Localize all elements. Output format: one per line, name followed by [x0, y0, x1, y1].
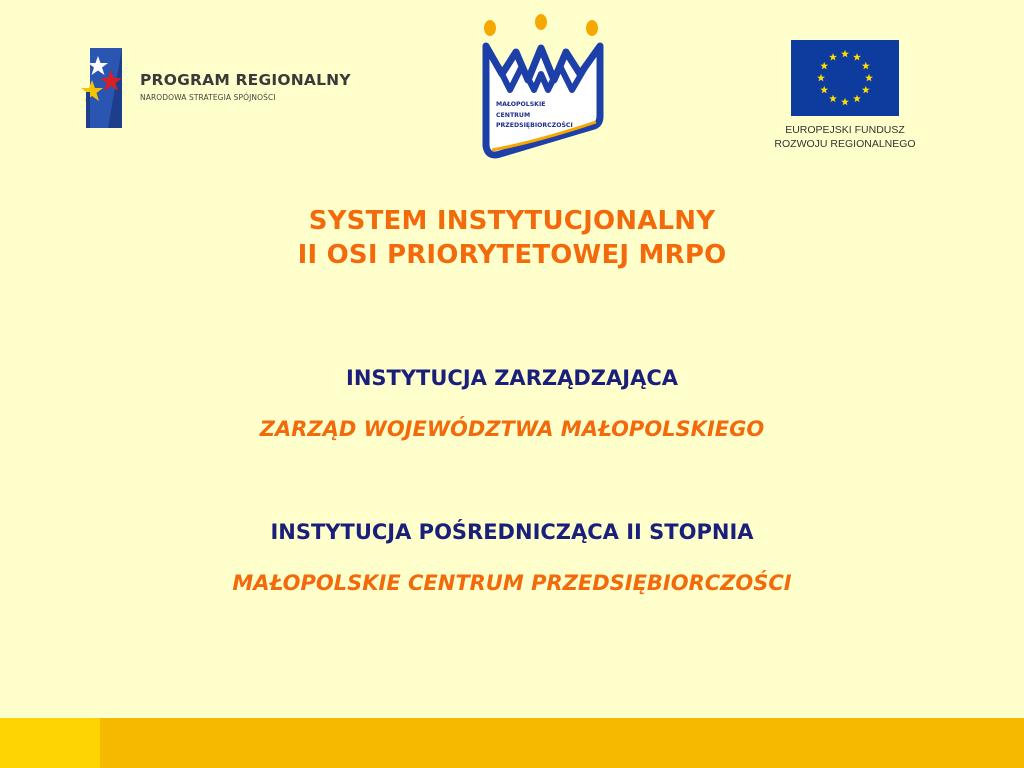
mcp-line3: PRZEDSIĘBIORCZOŚCI — [496, 122, 573, 129]
mcp-logo — [476, 14, 606, 162]
mcp-logo-text — [496, 100, 573, 132]
eu-logo — [760, 40, 930, 152]
program-logo-subtitle: NARODOWA STRATEGIA SPÓJNOŚCI — [140, 93, 276, 102]
institution-heading-managing: INSTYTUCJA ZARZĄDZAJĄCA — [346, 366, 678, 390]
institution-value-intermediate: MAŁOPOLSKIE CENTRUM PRZEDSIĘBIORCZOŚCI — [232, 571, 792, 595]
title-line1: SYSTEM INSTYTUCJONALNY — [308, 206, 716, 236]
crown-logo-icon — [476, 14, 606, 162]
mcp-line1: MAŁOPOLSKIE — [496, 101, 546, 108]
institution-value-managing: ZARZĄD WOJEWÓDZTWA MAŁOPOLSKIEGO — [259, 417, 765, 441]
program-regionalny-logo-icon — [78, 48, 138, 128]
mcp-line2: CENTRUM — [496, 111, 531, 119]
title-line2: II OSI PRIORYTETOWEJ MRPO — [297, 240, 727, 270]
eu-caption — [760, 123, 930, 151]
footer-bar — [0, 718, 1024, 768]
eu-flag-icon — [791, 40, 899, 116]
program-regionalny-logo — [78, 44, 368, 128]
slide-title — [0, 204, 1024, 272]
eu-caption-line1: EUROPEJSKI FUNDUSZ — [785, 124, 905, 136]
footer-accent-block — [0, 718, 100, 768]
eu-caption-line2: ROZWOJU REGIONALNEGO — [774, 138, 916, 150]
institution-heading-intermediate: INSTYTUCJA POŚREDNICZĄCA II STOPNIA — [270, 520, 754, 544]
program-logo-title: PROGRAM REGIONALNY — [140, 71, 351, 89]
